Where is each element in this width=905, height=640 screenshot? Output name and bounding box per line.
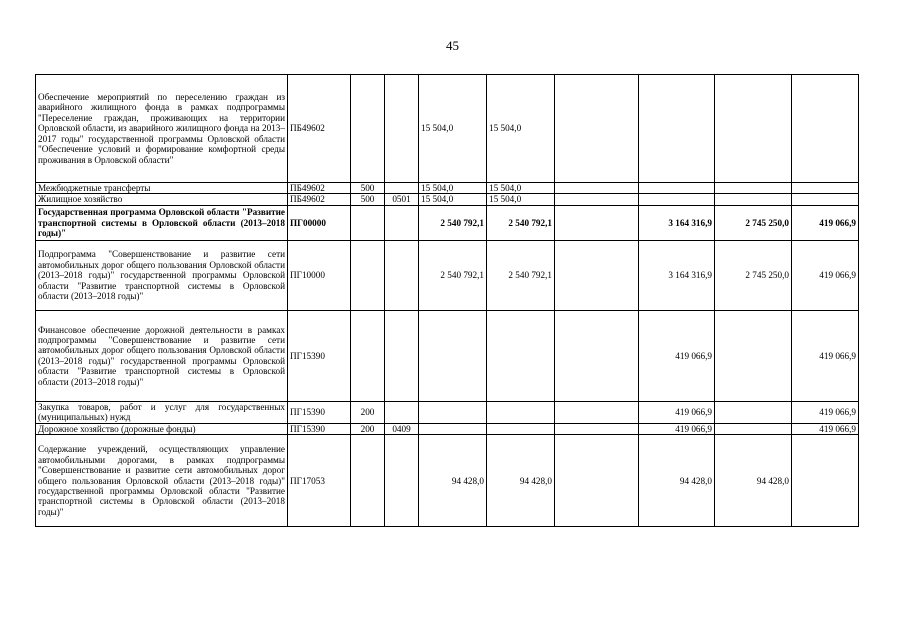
row-amount-1 — [419, 401, 487, 423]
row-target-code: ПГ15390 — [288, 310, 351, 401]
table-row — [36, 435, 859, 527]
row-amount-3 — [555, 240, 639, 310]
row-amount-6: 419 066,9 — [792, 205, 859, 240]
row-target-code: ПГ00000 — [288, 205, 351, 240]
row-amount-6: 419 066,9 — [792, 310, 859, 401]
row-amount-6 — [792, 183, 859, 194]
row-amount-2 — [487, 310, 555, 401]
row-amount-5: 94 428,0 — [715, 435, 792, 527]
row-expense-type: 200 — [351, 423, 385, 434]
row-description: Закупка товаров, работ и услуг для государственных (муниципальных) нужд — [36, 401, 288, 423]
row-amount-5 — [715, 183, 792, 194]
table-row — [36, 194, 859, 205]
row-expense-type: 500 — [351, 183, 385, 194]
row-description: Содержание учреждений, осуществляющих управление автомобильными дорогами, в рамках подпрограммы "Совершенствование и развитие сети автомобильных дорог общего пользования Орловской области (2013–2018 годы)" государственной программы Орловской области "Развитие транспортной системы в Орловской области (2013–2018 годы)" — [36, 435, 288, 527]
row-section-code: 0501 — [385, 194, 419, 205]
row-amount-5: 2 745 250,0 — [715, 240, 792, 310]
row-expense-type — [351, 75, 385, 183]
row-section-code — [385, 183, 419, 194]
table-row — [36, 423, 859, 434]
row-amount-1: 15 504,0 — [419, 183, 487, 194]
row-section-code — [385, 240, 419, 310]
row-amount-1: 15 504,0 — [419, 194, 487, 205]
row-section-code: 0409 — [385, 423, 419, 434]
table-row — [36, 183, 859, 194]
row-amount-4: 94 428,0 — [639, 435, 715, 527]
row-amount-6: 419 066,9 — [792, 240, 859, 310]
row-amount-4: 419 066,9 — [639, 423, 715, 434]
row-description: Обеспечение мероприятий по переселению граждан из аварийного жилищного фонда в рамках подпрограммы "Переселение граждан, проживающих на территории Орловской области, из аварийного жилищного фонда на 2013–2017 годы" государственной программы Орловской области "Обеспечение условий и формирование комфортной среды проживания в Орловской области" — [36, 75, 288, 183]
row-amount-3 — [555, 310, 639, 401]
budget-table — [35, 74, 859, 527]
row-section-code — [385, 205, 419, 240]
row-amount-6: 419 066,9 — [792, 423, 859, 434]
row-amount-1: 2 540 792,1 — [419, 240, 487, 310]
row-expense-type — [351, 435, 385, 527]
row-amount-3 — [555, 75, 639, 183]
row-section-code — [385, 310, 419, 401]
row-description: Подпрограмма "Совершенствование и развитие сети автомобильных дорог общего пользования Орловской области (2013–2018 годы)" государственной программы Орловской области "Развитие транспортной системы в Орловской области (2013–2018 годы)" — [36, 240, 288, 310]
row-amount-5: 2 745 250,0 — [715, 205, 792, 240]
row-description: Финансовое обеспечение дорожной деятельности в рамках подпрограммы "Совершенствование и развитие сети автомобильных дорог общего пользования Орловской области (2013–2018 годы)" государственной программы Орловской области "Развитие транспортной системы в Орловской области (2013–2018 годы)" — [36, 310, 288, 401]
table-row — [36, 75, 859, 183]
row-amount-3 — [555, 183, 639, 194]
table-row — [36, 401, 859, 423]
row-amount-3 — [555, 435, 639, 527]
table-row — [36, 240, 859, 310]
row-amount-3 — [555, 205, 639, 240]
row-amount-1 — [419, 310, 487, 401]
row-section-code — [385, 75, 419, 183]
row-amount-3 — [555, 401, 639, 423]
row-target-code: ПГ17053 — [288, 435, 351, 527]
row-amount-5 — [715, 194, 792, 205]
row-amount-4: 3 164 316,9 — [639, 205, 715, 240]
row-amount-4 — [639, 183, 715, 194]
row-amount-6 — [792, 435, 859, 527]
row-expense-type — [351, 240, 385, 310]
row-amount-6 — [792, 75, 859, 183]
row-amount-2: 2 540 792,1 — [487, 205, 555, 240]
row-target-code: ПГ15390 — [288, 401, 351, 423]
page-number: 45 — [446, 38, 459, 53]
row-description: Государственная программа Орловской области "Развитие транспортной системы в Орловской области (2013–2018 годы)" — [36, 205, 288, 240]
row-amount-2 — [487, 423, 555, 434]
row-amount-4 — [639, 75, 715, 183]
row-amount-2: 15 504,0 — [487, 75, 555, 183]
row-target-code: ПГ15390 — [288, 423, 351, 434]
row-amount-4: 419 066,9 — [639, 401, 715, 423]
row-expense-type: 500 — [351, 194, 385, 205]
row-amount-1: 94 428,0 — [419, 435, 487, 527]
row-expense-type: 200 — [351, 401, 385, 423]
row-amount-1: 15 504,0 — [419, 75, 487, 183]
row-amount-5 — [715, 423, 792, 434]
row-amount-6: 419 066,9 — [792, 401, 859, 423]
row-amount-5 — [715, 401, 792, 423]
row-amount-2: 2 540 792,1 — [487, 240, 555, 310]
row-section-code — [385, 435, 419, 527]
table-row — [36, 310, 859, 401]
row-amount-2: 94 428,0 — [487, 435, 555, 527]
row-amount-4: 419 066,9 — [639, 310, 715, 401]
row-amount-6 — [792, 194, 859, 205]
row-section-code — [385, 401, 419, 423]
row-description: Дорожное хозяйство (дорожные фонды) — [36, 423, 288, 434]
row-amount-1: 2 540 792,1 — [419, 205, 487, 240]
row-amount-2 — [487, 401, 555, 423]
row-amount-4 — [639, 194, 715, 205]
row-amount-3 — [555, 194, 639, 205]
row-amount-5 — [715, 310, 792, 401]
row-amount-3 — [555, 423, 639, 434]
row-description: Жилищное хозяйство — [36, 194, 288, 205]
row-amount-1 — [419, 423, 487, 434]
row-expense-type — [351, 310, 385, 401]
row-target-code: ПБ49602 — [288, 75, 351, 183]
row-description: Межбюджетные трансферты — [36, 183, 288, 194]
row-amount-5 — [715, 75, 792, 183]
row-target-code: ПБ49602 — [288, 194, 351, 205]
row-expense-type — [351, 205, 385, 240]
row-amount-4: 3 164 316,9 — [639, 240, 715, 310]
row-amount-2: 15 504,0 — [487, 194, 555, 205]
table-row — [36, 205, 859, 240]
row-target-code: ПГ10000 — [288, 240, 351, 310]
row-target-code: ПБ49602 — [288, 183, 351, 194]
row-amount-2: 15 504,0 — [487, 183, 555, 194]
